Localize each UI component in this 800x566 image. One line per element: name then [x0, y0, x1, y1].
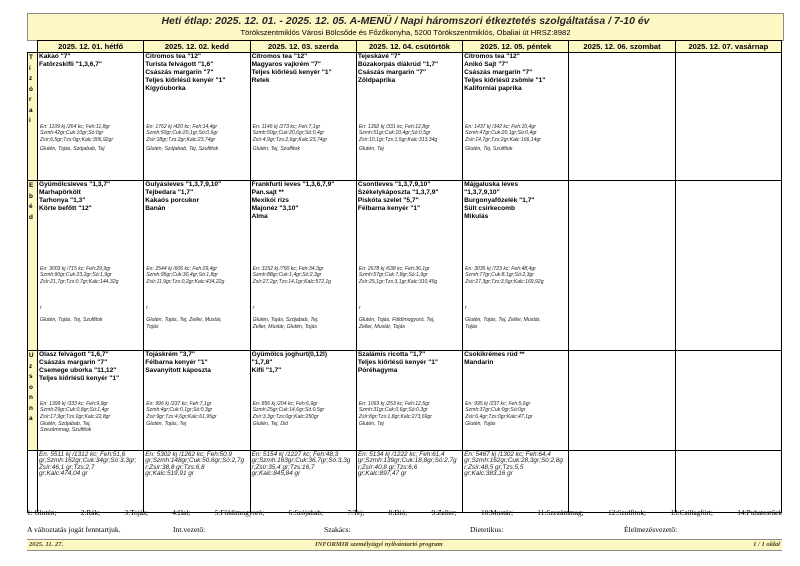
rights-reserved-text: A változtatás jogát fenntartjuk.: [27, 525, 121, 534]
daily-total-line: r;Zsír:38,8 gr;Tzs:6,8: [145, 463, 205, 471]
nutrition-line: En: 1762 kj /420 kc; Feh:14,4gr: [146, 124, 218, 130]
dish-name: Kaliforniai paprika: [464, 85, 522, 92]
allergen-info: [465, 146, 512, 152]
allergen-legend-item: 8:Dió;: [388, 508, 408, 517]
menu-cell: [569, 351, 675, 451]
nutrition-line: Zsír:3,3gr;Tzs:0gr;Kalc:250gr: [252, 413, 319, 420]
allergen-legend-item: 3:Tojás;: [124, 508, 148, 517]
nutrition-line: En: 1399 kj /333 kc; Feh:9,9gr: [40, 401, 108, 407]
allergen-line: r: [252, 305, 255, 311]
meal-label: [28, 181, 38, 351]
nutrition-info: [146, 401, 216, 420]
meal-label-letter: é: [29, 203, 33, 210]
nutrition-line: Szmh:51gr;Cuk:10,4gr;Só:0,5gr: [358, 130, 431, 137]
daily-total-cell: [463, 451, 569, 513]
allergen-line: Glutén, Tojás, Tej, Zeller, Mustár,: [146, 317, 222, 324]
allergen-legend-item: 10:Mustár;: [480, 508, 513, 517]
dish-name: Teljes kiőrlésű kenyér "1": [145, 77, 226, 84]
allergen-line: r: [358, 305, 361, 311]
dish-name: Félbarna kenyér "1": [357, 205, 421, 212]
daily-total-line: gr;Szmh:163gr;Cuk:36,7gr;Só:3,3g: [251, 457, 351, 465]
menu-cell: [675, 181, 781, 351]
meal-label-letter: n: [29, 404, 33, 412]
daily-total-cell: [144, 451, 250, 513]
dish-name: Gulyásleves "1,3,7,9,10": [145, 181, 222, 188]
dish-name: Frankfurti leves "1,3,6,7,9": [251, 181, 335, 188]
allergen-legend-item: 2:Rák;: [80, 508, 101, 517]
menu-cell: [144, 53, 250, 181]
dish-name: Csemege uborka "11,12": [39, 367, 117, 374]
szakacs-label: Szakács:: [324, 525, 351, 534]
nutrition-line: Szmh:77gr;Cuk:8,1gr;Só:2,3gr: [465, 272, 534, 279]
allergen-legend-item: 11:Szezámmag;: [537, 508, 584, 517]
meal-label-letter: b: [29, 192, 33, 200]
menu-cell: [38, 351, 144, 451]
nutrition-info: [146, 124, 218, 143]
daily-total-line: gr;Kalc:845,84 gr: [251, 469, 301, 477]
dish-name: Banán: [145, 205, 166, 212]
nutrition-line: Zsír:21,7gr;Tzs:0,7gr;Kalc:144,32g: [40, 278, 119, 285]
daily-total-cell: [675, 451, 781, 513]
nutrition-line: Szmh:50gr;Cuk:20,6gr;Só:0,4gr: [252, 130, 325, 137]
menu-cell: [463, 351, 569, 451]
allergen-line: Zeller, Mustár, Tojás: [358, 323, 406, 330]
nutrition-info: [40, 401, 110, 420]
nutrition-line: Szmh:57gr;Cuk:7,8gr;Só:1,9gr: [358, 272, 428, 279]
nutrition-line: En: 1392 kj /331 kc; Feh:12,8gr: [358, 124, 430, 130]
dish-name: Tejbedara "1,7": [145, 189, 194, 196]
nutrition-line: Zsír:25,1gr;Tzs:3,1gr;Kalc:310,45g: [358, 278, 438, 285]
dish-name: Gyümölcsleves "1,3,7": [39, 181, 111, 188]
page-number: 1 / 1 oldal: [753, 541, 780, 548]
dish-name: Tojáskrém "3,7": [145, 351, 196, 358]
dish-name: Anikó Sajt "7": [464, 61, 509, 68]
menu-cell: [250, 181, 356, 351]
nutrition-info: [40, 266, 118, 285]
allergen-legend-item: 12:Szulfitok;: [607, 508, 647, 517]
signature-line: [27, 525, 782, 537]
allergen-line: Glutén, Tej: [358, 146, 384, 152]
dish-name: Citromos tea "12": [464, 53, 520, 60]
dish-name: Teljes kiőrlésű kenyér "1": [39, 375, 120, 382]
nutrition-line: Szmh:4gr;Cuk:0,1gr;Só:0,3gr: [146, 407, 213, 414]
allergen-info: [146, 146, 218, 152]
dish-name: Császás margarin "7": [145, 69, 214, 76]
allergen-line: Glutén, Szójabab, Tej,: [40, 421, 91, 427]
menu-title: Heti étlap: 2025. 12. 01. - 2025. 12. 05. A-MENÜ / Napi háromszori étkeztetés szolgáltatása / 7-10 év: [161, 15, 650, 27]
daily-total-line: En: 5154 kj /1227 kc; Feh:48,3: [251, 451, 339, 458]
dish-name: "1,7,8": [251, 359, 273, 366]
daily-total-line: Zsír:46,1 gr;Tzs:2,7: [39, 463, 95, 471]
daily-total-line: r;Zsír:48,5 gr;Tzs:5,5: [464, 463, 524, 471]
allergen-line: Glutén, Tojás, Tej, Szulfitok: [40, 317, 103, 324]
meal-label-letter: a: [29, 106, 33, 114]
nutrition-info: [359, 401, 432, 420]
page-footer: [27, 539, 782, 551]
meal-label-letter: i: [29, 117, 31, 124]
nutrition-line: En: 3152 kj /750 kc; Feh:34,3gr: [252, 266, 324, 272]
daily-total-line: gr;Szmh:148gr;Cuk:50,6gr;Só:2,7g: [145, 457, 245, 465]
dish-name: Piskóta szelet "5,7": [357, 197, 419, 204]
menu-cell: [675, 53, 781, 181]
dish-name: Tejeskávé "7": [357, 53, 401, 60]
dish-name: Citromos tea "12": [145, 53, 202, 60]
meal-label-letter: o: [29, 383, 33, 391]
nutrition-line: Szmh:31gr;Cuk:0,6gr;Só:0,3gr: [358, 407, 428, 414]
nutrition-line: Zsír:11,9gr;Tzs:0,2gr;Kalc:434,22g: [146, 278, 225, 285]
allergen-line: Glutén, Tojás, Szójabab, Tej: [40, 146, 105, 152]
allergen-line: Glutén, Tojás, Tej: [146, 421, 187, 427]
allergen-info: [253, 421, 289, 427]
day-header: 2025. 12. 03. szerda: [250, 41, 356, 53]
meal-row: [28, 351, 782, 451]
nutrition-line: En: 856 kj /204 kc; Feh:6,9gr: [252, 401, 318, 407]
meal-label-letter: z: [29, 362, 33, 370]
daily-total-line: gr;Kalc:897,47 gr: [357, 469, 407, 477]
menu-cell: [356, 181, 462, 351]
meal-label-letter: í: [29, 64, 31, 72]
daily-total-cell: [569, 451, 675, 513]
dish-name: Kakaó "7": [39, 53, 71, 60]
menu-cell: [675, 351, 781, 451]
meal-label-letter: E: [29, 182, 34, 189]
allergen-line: Glutén, Tej, Dió: [252, 421, 289, 427]
meal-label: [28, 351, 38, 451]
dish-name: Savanyított káposzta: [145, 367, 211, 374]
allergen-legend-item: 14:Puhatestűek: [737, 508, 782, 517]
allergen-legend-item: 5:Földimogyoró;: [214, 508, 265, 517]
nutrition-line: En: 2678 kj /638 kc; Feh:36,1gr: [358, 266, 430, 272]
daily-total-line: gr;Kalc:383,16 gr: [464, 469, 513, 477]
daily-total-line: En: 5467 kj /1302 kc; Feh:64,4: [464, 451, 551, 458]
daily-total-line: gr;Szmh:139gr;Cuk:18,8gr;Só:2,7g: [357, 457, 457, 465]
nutrition-line: Zsír:6,4gr;Tzs:0gr;Kalc:47,1gr: [465, 413, 533, 420]
dish-name: Burgonyafőzelék "1,7": [464, 197, 535, 204]
dish-name: Mexikói rizs: [251, 197, 289, 204]
dish-name: Magyaros vajkrém "7": [251, 61, 321, 68]
dietetikus-label: Dietetikus:: [470, 525, 504, 534]
daily-total-line: gr;Kalc:519,91 gr: [145, 469, 194, 477]
allergen-legend-item: 1: Glutén;: [27, 508, 57, 517]
meal-label-letter: d: [29, 213, 33, 221]
dish-name: Mikulás: [464, 213, 489, 220]
nutrition-info: [253, 124, 327, 143]
allergen-info: [40, 305, 102, 324]
dish-name: Retek: [251, 77, 270, 84]
nutrition-line: Zsír:14,7gr;Tzs:2gr;Kalc:166,14gr: [465, 136, 541, 143]
dish-name: Kifli "1,7": [251, 367, 282, 374]
daily-total-cell: [38, 451, 144, 513]
dish-name: Póréhagyma: [357, 367, 398, 374]
nutrition-line: En: 2544 kj /606 kc; Feh:29,4gr: [146, 266, 218, 272]
nutrition-line: Szmh:88gr;Cuk:1,4gr;Só:2,3gr: [252, 272, 322, 279]
daily-total-line: En: 5511 kj /1312 kc; Feh:51,6: [39, 451, 126, 458]
nutrition-line: Zsír:18gr;Tzs:2gr;Kalc:23,74gr: [146, 136, 216, 143]
menu-cell: [144, 181, 250, 351]
allergen-line: Glutén, Tojás, Szójabab, Tej,: [252, 317, 319, 324]
totals-label-cell: [28, 451, 38, 513]
allergen-legend: [27, 508, 782, 517]
dish-name: Félbarna kenyér "1": [145, 359, 208, 366]
allergen-line: Szezámmag, Szulfitok: [40, 427, 92, 434]
kitchen-address: Törökszentmiklós Városi Bölcsőde és Főzőkonyha, 5200 Törökszentmiklós, Obaliai út HRSZ:8982: [240, 28, 571, 37]
allergen-info: [146, 305, 221, 330]
daily-total-cell: [356, 451, 462, 513]
dish-name: Körte befőtt "12": [39, 205, 92, 212]
meal-label-letter: U: [29, 352, 34, 359]
allergen-line: Glutén, Tojás, Földimogyoró, Tej,: [358, 317, 435, 324]
dish-name: Majonéz "3,10": [251, 205, 299, 212]
daily-total-cell: [250, 451, 356, 513]
dish-name: Gyümölcs joghurt(0,12l): [251, 351, 328, 358]
day-header: 2025. 12. 05. péntek: [463, 41, 569, 53]
daily-total-line: r;Zsír:35,4 gr;Tzs:16,7: [251, 463, 315, 471]
meal-label-letter: n: [29, 394, 33, 401]
nutrition-line: En: 1146 kj /273 kc; Feh:7,1gr: [252, 124, 321, 130]
daily-total-line: En: 5302 kj /1262 kc; Feh:50,9: [145, 451, 232, 458]
nutrition-line: Szmh:25gr;Cuk:14,6gr;Só:0,5gr: [252, 407, 325, 414]
meal-label: [28, 53, 38, 181]
nutrition-info: [465, 266, 543, 285]
nutrition-line: En: 995 kj /237 kc; Feh:5,6gr: [465, 401, 531, 407]
menu-cell: [569, 181, 675, 351]
meal-row: [28, 53, 782, 181]
menu-cell: [463, 181, 569, 351]
allergen-info: [465, 305, 540, 330]
nutrition-line: Szmh:29gr;Cuk:0,8gr;Só:1,4gr: [40, 407, 109, 414]
dish-name: Búzakorpás diákrúd "1,7": [357, 61, 439, 68]
allergen-line: r: [146, 305, 149, 311]
meal-label-letter: a: [29, 415, 33, 422]
nutrition-info: [359, 266, 437, 285]
dish-name: Olasz felvágott "1,6,7": [39, 351, 109, 358]
nutrition-info: [465, 401, 532, 420]
allergen-legend-item: 13:Csillagfürt;: [670, 508, 713, 517]
dish-name: Császás margarin "7": [39, 359, 108, 366]
day-header: 2025. 12. 01. hétfő: [38, 41, 144, 53]
nutrition-info: [40, 124, 113, 143]
dish-name: Marhapörkölt: [39, 189, 81, 196]
menu-cell: [38, 181, 144, 351]
dish-name: Teljes kiőrlésű zsömle "1": [464, 77, 546, 84]
meal-label-letter: T: [29, 54, 33, 61]
allergen-info: [40, 421, 91, 434]
menu-cell: [38, 53, 144, 181]
nutrition-line: Szmh:90gr;Cuk:23,2gr;Só:1,9gr: [40, 272, 112, 279]
meal-label-letter: r: [29, 96, 32, 103]
nutrition-line: Zsír:27,3gr;Tzs:3,5gr;Kalc:169,92g: [465, 278, 544, 285]
allergen-legend-item: 7:Tej;: [347, 508, 365, 517]
nutrition-line: Szmh:47gr;Cuk:20,1gr;Só:0,4gr: [465, 130, 537, 137]
nutrition-line: Zsír:17,9gr;Tzs:2gr;Kalc:22,8gr: [40, 413, 111, 420]
daily-total-line: En: 5134 kj /1222 kc; Feh:61,4: [357, 451, 445, 458]
dish-name: Székelykáposzta "1,3,7,9": [357, 189, 439, 196]
nutrition-line: En: 996 kj /237 kc; Feh:7,1gr: [146, 401, 212, 407]
nutrition-line: En: 1437 kj /342 kc; Feh:10,4gr: [465, 124, 536, 130]
dish-name: Pan.sajt **: [251, 189, 284, 196]
allergen-line: Glutén, Tej, Szulfitok: [465, 146, 513, 152]
daily-total-line: r;Zsír:40,8 gr;Tzs:6,6: [357, 463, 418, 471]
allergen-line: Glutén, Tej: [358, 421, 384, 427]
menu-header-banner: [27, 13, 784, 41]
program-name: INFORMIR személyügyi nyilvántartó program: [315, 541, 443, 548]
dish-name: Teljes kiőrlésű kenyér "1": [357, 359, 439, 366]
nutrition-line: Zsír:10,1gr;Tzs:1,5gr;Kalc:313,34g: [358, 136, 438, 143]
dish-name: Kígyóuborka: [145, 85, 186, 92]
dish-name: Turista felvágott "1,6": [145, 61, 214, 68]
allergen-line: Glutén, Tojás: [465, 421, 496, 427]
daily-totals-row: [28, 451, 782, 513]
menu-cell: [463, 53, 569, 181]
allergen-line: r: [465, 305, 467, 311]
daily-total-line: gr;Szmh:162gr;Cuk:28,3gr;Só:2,8g: [464, 457, 563, 465]
dish-name: Csontleves "1,3,7,9,10": [357, 181, 431, 188]
dish-name: Császás margarin "7": [464, 69, 533, 76]
dish-name: Mandarin: [464, 359, 494, 366]
dish-name: Fatörzskifli "1,3,6,7": [39, 61, 103, 68]
nutrition-line: En: 3035 kj /723 kc; Feh:48,4gr: [465, 266, 536, 272]
table-corner: [28, 41, 38, 53]
allergen-line: Glutén, Szójabab, Tej, Szulfitok: [146, 146, 219, 152]
meal-row: [28, 181, 782, 351]
menu-cell: [356, 53, 462, 181]
allergen-line: Glutén, Tojás, Tej, Zeller, Mustár,: [465, 317, 541, 324]
dish-name: Kakaós porcukor: [145, 197, 200, 204]
menu-cell: [250, 53, 356, 181]
day-header: 2025. 12. 06. szombat: [569, 41, 675, 53]
print-date: 2025. 11. 27.: [29, 541, 64, 548]
nutrition-line: En: 1063 kj /253 kc; Feh:12,5gr: [358, 401, 430, 407]
allergen-legend-item: 6:Szójabab;: [288, 508, 323, 517]
nutrition-line: Szmh:37gr;Cuk:0gr;Só:0gr: [465, 407, 526, 414]
day-header: 2025. 12. 04. csütörtök: [356, 41, 462, 53]
nutrition-info: [465, 124, 541, 143]
nutrition-line: Zsír:6,5gr;Tzs:0gr;Kalc:306,92gr: [40, 136, 114, 143]
dish-name: Májgaluska leves: [464, 181, 519, 188]
int-vezeto-label: Int.vezető:: [173, 525, 206, 534]
nutrition-info: [253, 401, 325, 420]
meal-label-letter: z: [29, 75, 33, 82]
allergen-info: [359, 421, 384, 427]
nutrition-line: Zsír:9gr;Tzs:4,6gr;Kalc:61,95gr: [146, 413, 217, 420]
dish-name: Citromos tea "12": [251, 53, 308, 60]
allergen-info: [465, 421, 495, 427]
allergen-info: [40, 146, 105, 152]
day-header-row: [28, 41, 782, 53]
dish-name: Sült csirkecomb: [464, 205, 516, 212]
menu-cell: [356, 351, 462, 451]
allergen-line: Tojás: [465, 323, 478, 330]
dish-name: Szalámis ricotta "1,7": [357, 351, 426, 358]
nutrition-info: [359, 124, 437, 143]
allergen-line: Zeller, Mustár, Glutén, Tojás: [252, 323, 317, 330]
daily-total-line: gr;Szmh:162gr;Cuk:34gr;Só:3,3gr;: [39, 457, 137, 465]
nutrition-line: Szmh:95gr;Cuk:30,4gr;Só:1,8gr: [146, 272, 218, 279]
nutrition-info: [146, 266, 224, 285]
dish-name: Zöldpaprika: [357, 77, 396, 84]
dish-name: Alma: [251, 213, 268, 220]
daily-total-line: gr;Kalc:474,04 gr: [39, 469, 88, 477]
nutrition-line: Szmh:50gr;Cuk:20,1gr;Só:0,6gr: [146, 130, 218, 137]
nutrition-line: En: 3003 kj /715 kc; Feh:29,9gr: [40, 266, 111, 272]
dish-name: "1,3,7,9,10": [464, 189, 500, 196]
allergen-legend-item: 9:Zeller;: [431, 508, 457, 517]
dish-name: Császás margarin "7": [357, 69, 427, 76]
nutrition-line: Zsír:4,9gr;Tzs:2,6gr;Kalc:23,74gr: [252, 136, 328, 143]
allergen-info: [146, 421, 186, 427]
allergen-legend-item: 4:Hal;: [172, 508, 191, 517]
allergen-line: r: [40, 305, 42, 311]
allergen-info: [253, 146, 300, 152]
weekly-menu-table: [27, 40, 782, 513]
nutrition-info: [253, 266, 331, 285]
menu-cell: [250, 351, 356, 451]
dish-name: Teljes kiőrlésű kenyér "1": [251, 69, 332, 76]
meal-label-letter: s: [29, 373, 33, 380]
day-header: 2025. 12. 02. kedd: [144, 41, 250, 53]
allergen-info: [253, 305, 319, 330]
nutrition-line: Szmh:42gr;Cuk:10gr;Só:0gr: [40, 130, 104, 137]
allergen-line: Glutén, Tej, Szulfitok: [252, 146, 300, 152]
elelmezesvezeto-label: Élelmezésvezető:: [624, 525, 678, 534]
allergen-info: [359, 146, 384, 152]
nutrition-line: Zsír:8gr;Tzs:1,8gr;Kalc:273,69gr: [358, 413, 432, 420]
allergen-info: [359, 305, 435, 330]
allergen-line: Tojás: [146, 323, 159, 330]
day-header: 2025. 12. 07. vasárnap: [675, 41, 781, 53]
menu-cell: [569, 53, 675, 181]
meal-label-letter: ó: [29, 85, 33, 93]
menu-cell: [144, 351, 250, 451]
dish-name: Tarhonya "1,3": [39, 197, 86, 204]
dish-name: Csokikrémes rúd **: [464, 351, 525, 358]
nutrition-line: Zsír:27,2gr;Tzs:14,1gr;Kalc:572,1g: [252, 278, 331, 285]
nutrition-line: En: 1109 kj /264 kc; Feh:11,8gr: [40, 124, 111, 130]
